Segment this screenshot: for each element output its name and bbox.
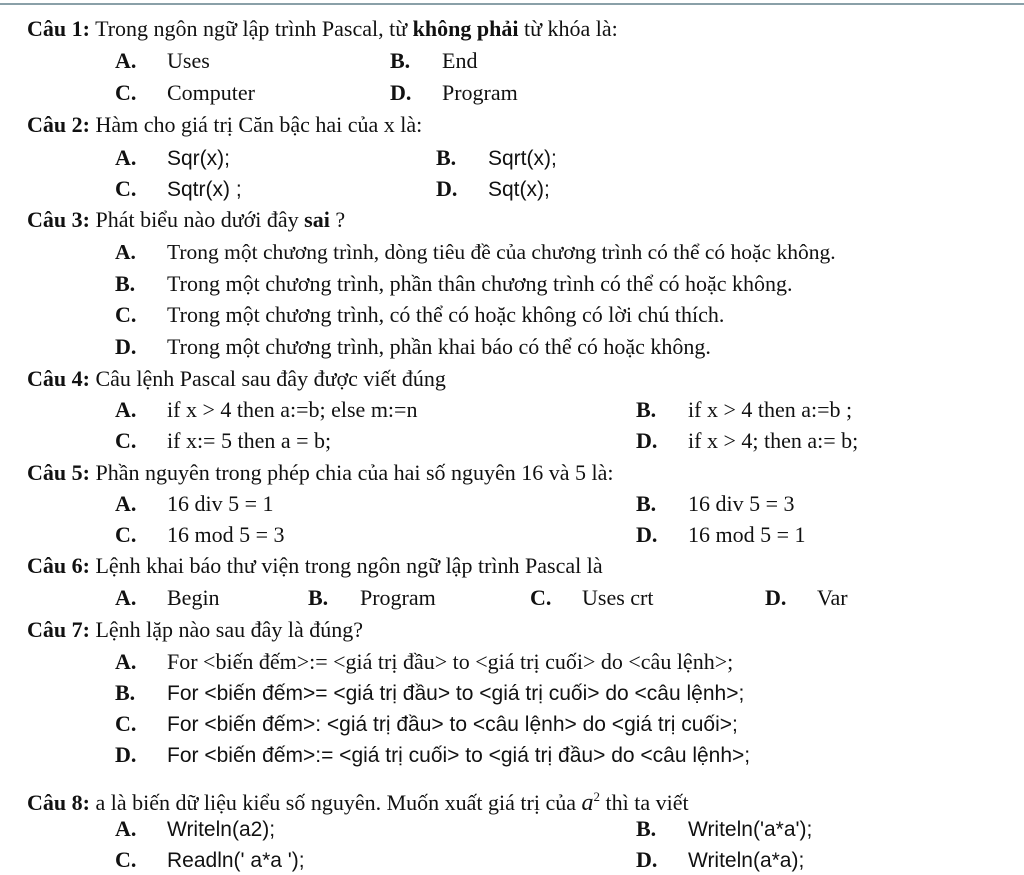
q6-option-a[interactable] <box>115 584 220 612</box>
question-1-stem <box>27 15 618 43</box>
option-text: Begin <box>167 585 220 610</box>
option-text: Program <box>360 585 436 610</box>
q5-option-b[interactable] <box>636 490 795 518</box>
question-2-stem <box>27 111 422 139</box>
q5-option-c[interactable] <box>115 521 285 549</box>
a-squared-formula <box>581 790 600 816</box>
question-7-stem <box>27 616 363 644</box>
option-text: 16 mod 5 = 1 <box>688 522 806 547</box>
option-text: Computer <box>167 80 255 105</box>
question-text: a là biến dữ liệu kiểu số nguyên. Muốn xuất giá trị của <box>95 790 582 815</box>
option-label: B. <box>390 48 411 73</box>
q8-option-b[interactable] <box>636 815 812 844</box>
question-number: Câu 8: <box>27 790 90 815</box>
option-text: if x > 4 then a:=b; else m:=n <box>167 397 418 422</box>
option-text: 16 div 5 = 3 <box>688 491 795 516</box>
option-label: A. <box>115 145 137 170</box>
q1-option-b[interactable] <box>390 47 477 75</box>
q2-option-b[interactable] <box>436 144 557 173</box>
option-text: For <biến đếm>= <giá trị đầu> to <giá trị cuối> do <câu lệnh>; <box>167 682 745 705</box>
question-number: Câu 2: <box>27 112 90 137</box>
q8-option-a[interactable] <box>115 815 275 844</box>
question-text: Phát biểu nào dưới đây <box>95 207 305 232</box>
q7-option-c[interactable] <box>115 710 738 739</box>
q5-option-d[interactable] <box>636 521 806 549</box>
option-text: Trong một chương trình, dòng tiêu đề của chương trình có thể có hoặc không. <box>167 240 836 264</box>
q5-option-a[interactable] <box>115 490 274 518</box>
q1-option-c[interactable] <box>115 79 255 107</box>
q4-option-d[interactable] <box>636 427 858 455</box>
option-text: Trong một chương trình, có thể có hoặc không có lời chú thích. <box>167 302 725 327</box>
option-text: Writeln(a*a); <box>688 849 805 872</box>
option-text: Readln(' a*a '); <box>167 849 305 872</box>
option-text: Sqrt(x); <box>488 147 557 170</box>
option-label: D. <box>436 176 458 201</box>
option-text: End <box>442 48 478 73</box>
q3-option-d[interactable] <box>115 333 711 361</box>
option-label: A. <box>115 240 136 264</box>
option-text: Writeln(a2); <box>167 818 276 841</box>
question-number: Câu 1: <box>27 16 90 41</box>
q3-option-c[interactable] <box>115 301 724 329</box>
option-label: B. <box>115 680 136 705</box>
q6-option-d[interactable] <box>765 584 848 612</box>
top-border-line <box>0 3 1024 5</box>
option-label: B. <box>636 397 657 422</box>
option-label: B. <box>436 145 457 170</box>
question-text: thì ta viết <box>599 790 689 815</box>
option-label: A. <box>115 48 137 73</box>
option-label: D. <box>765 585 787 610</box>
option-label: C. <box>530 585 552 610</box>
option-label: A. <box>115 816 137 841</box>
q6-option-c[interactable] <box>530 584 653 612</box>
option-label: C. <box>115 711 137 736</box>
option-label: B. <box>636 816 657 841</box>
question-number: Câu 7: <box>27 617 90 642</box>
q7-option-a[interactable] <box>115 648 733 676</box>
question-number: Câu 5: <box>27 460 90 485</box>
question-4-stem <box>27 365 446 393</box>
option-text: Var <box>817 585 848 610</box>
option-label: C. <box>115 80 137 105</box>
formula-variable: a <box>581 790 594 816</box>
question-text: Phần nguyên trong phép chia của hai số nguyên 16 và 5 là: <box>95 460 614 485</box>
question-text: Hàm cho giá trị Căn bậc hai của x là: <box>95 112 423 137</box>
option-label: B. <box>636 491 657 516</box>
q6-option-b[interactable] <box>308 584 436 612</box>
option-text: For <biến đếm>: <giá trị đầu> to <câu lệnh> do <giá trị cuối>; <box>167 713 738 736</box>
option-label: D. <box>390 80 412 105</box>
option-label: D. <box>636 522 658 547</box>
q8-option-c[interactable] <box>115 846 305 875</box>
question-text: Trong ngôn ngữ lập trình Pascal, từ <box>95 16 413 41</box>
q2-option-d[interactable] <box>436 175 550 204</box>
option-text: Trong một chương trình, phần thân chương trình có thể có hoặc không. <box>167 271 793 296</box>
option-text: Sqt(x); <box>488 178 550 201</box>
q1-option-d[interactable] <box>390 79 518 107</box>
question-6-stem <box>27 552 603 580</box>
option-text: Sqr(x); <box>167 147 230 170</box>
option-text: For <biến đếm>:= <giá trị đầu> to <giá trị cuối> do <câu lệnh>; <box>167 649 734 674</box>
option-label: B. <box>308 585 329 610</box>
q4-option-c[interactable] <box>115 427 331 455</box>
q4-option-a[interactable] <box>115 396 417 424</box>
q4-option-b[interactable] <box>636 396 852 424</box>
option-text: Uses <box>167 48 210 73</box>
q2-option-c[interactable] <box>115 175 242 204</box>
option-label: D. <box>636 847 658 872</box>
question-emphasis: sai <box>304 207 330 232</box>
option-text: if x:= 5 then a = b; <box>167 428 332 453</box>
option-text: Trong một chương trình, phần khai báo có thể có hoặc không. <box>167 334 711 359</box>
option-label: B. <box>115 271 136 296</box>
option-label: A. <box>115 585 137 610</box>
option-label: A. <box>115 649 137 674</box>
question-text: ? <box>329 207 346 232</box>
option-label: A. <box>115 397 137 422</box>
option-text: Sqtr(x) ; <box>167 178 242 201</box>
question-text: Câu lệnh Pascal sau đây được viết đúng <box>95 366 446 391</box>
question-emphasis: không phải <box>412 16 519 41</box>
option-label: D. <box>115 334 137 359</box>
option-text: if x > 4; then a:= b; <box>688 428 859 453</box>
q8-option-d[interactable] <box>636 846 804 875</box>
option-label: D. <box>115 742 137 767</box>
q1-option-a[interactable] <box>115 47 210 75</box>
question-8-stem <box>27 783 689 817</box>
formula-exponent: 2 <box>593 789 600 804</box>
option-label: C. <box>115 176 137 201</box>
option-text: For <biến đếm>:= <giá trị cuối> to <giá trị đầu> do <câu lệnh>; <box>167 744 751 767</box>
question-5-stem <box>27 459 614 487</box>
q7-option-d[interactable] <box>115 741 750 770</box>
q7-option-b[interactable] <box>115 679 744 708</box>
option-label: C. <box>115 428 137 453</box>
option-label: D. <box>636 428 658 453</box>
option-text: Uses crt <box>582 585 654 610</box>
question-number: Câu 3: <box>27 207 90 232</box>
option-text: 16 mod 5 = 3 <box>167 522 285 547</box>
option-label: C. <box>115 522 137 547</box>
q3-option-a[interactable] <box>115 238 836 266</box>
option-text: 16 div 5 = 1 <box>167 491 274 516</box>
question-text: Lệnh khai báo thư viện trong ngôn ngữ lập trình Pascal là <box>95 553 603 578</box>
option-text: Writeln('a*a'); <box>688 818 813 841</box>
question-3-stem <box>27 206 345 234</box>
option-text: if x > 4 then a:=b ; <box>688 397 853 422</box>
option-text: Program <box>442 80 518 105</box>
question-text: từ khóa là: <box>518 16 618 41</box>
question-text: Lệnh lặp nào sau đây là đúng? <box>95 617 364 642</box>
option-label: C. <box>115 847 137 872</box>
q2-option-a[interactable] <box>115 144 230 173</box>
option-label: A. <box>115 491 137 516</box>
question-number: Câu 4: <box>27 366 90 391</box>
option-label: C. <box>115 302 137 327</box>
q3-option-b[interactable] <box>115 270 793 298</box>
question-number: Câu 6: <box>27 553 90 578</box>
